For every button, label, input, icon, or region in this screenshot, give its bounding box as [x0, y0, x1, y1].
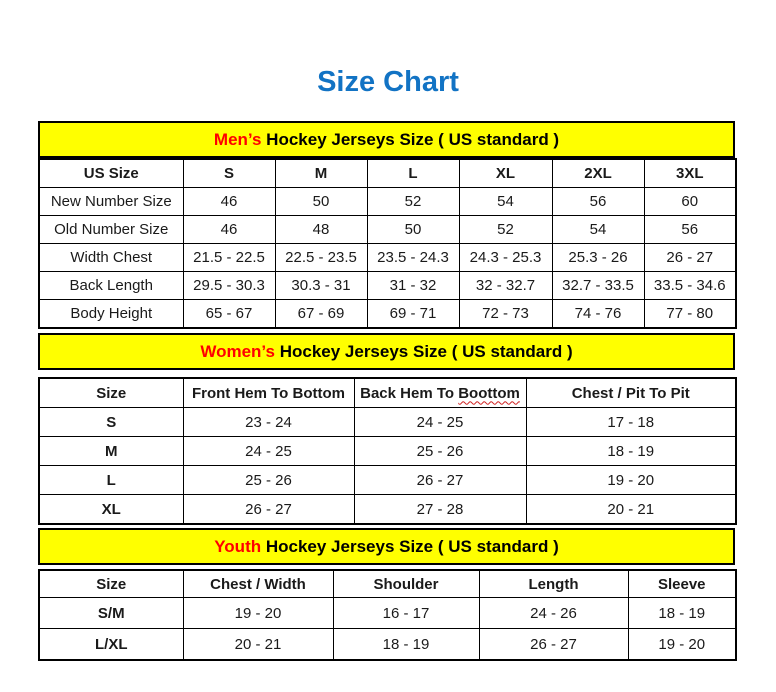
row-label-cell: L/XL [39, 629, 183, 661]
column-header-cell: Size [39, 378, 183, 408]
data-cell: 26 - 27 [183, 495, 354, 525]
data-cell: 26 - 27 [644, 244, 736, 272]
row-label-cell: L [39, 466, 183, 495]
column-header-cell: 2XL [552, 159, 644, 188]
data-cell: 54 [459, 188, 552, 216]
data-cell: 24 - 25 [354, 408, 526, 437]
table-row [39, 216, 736, 244]
youth-section-title-red-word: Youth [214, 537, 262, 556]
data-cell: 50 [367, 216, 459, 244]
womens-size-table [38, 377, 737, 525]
column-header-cell: Size [39, 570, 183, 598]
data-cell: 72 - 73 [459, 300, 552, 329]
data-cell: 52 [459, 216, 552, 244]
column-header-cell: Chest / Width [183, 570, 333, 598]
mens-size-table [38, 158, 737, 329]
data-cell: 54 [552, 216, 644, 244]
mens-header-row [39, 159, 736, 188]
data-cell: 19 - 20 [183, 598, 333, 629]
row-label-cell: Body Height [39, 300, 183, 329]
column-header-cell: Length [479, 570, 628, 598]
data-cell: 65 - 67 [183, 300, 275, 329]
column-header-cell: US Size [39, 159, 183, 188]
row-label-cell: Old Number Size [39, 216, 183, 244]
data-cell: 50 [275, 188, 367, 216]
data-cell: 29.5 - 30.3 [183, 272, 275, 300]
row-label-cell: S [39, 408, 183, 437]
mens-section-title-text: Hockey Jerseys Size ( US standard ) [261, 130, 560, 149]
data-cell: 19 - 20 [628, 629, 736, 661]
row-label-cell: Width Chest [39, 244, 183, 272]
data-cell: 56 [552, 188, 644, 216]
data-cell: 24 - 26 [479, 598, 628, 629]
data-cell: 46 [183, 216, 275, 244]
data-cell: 69 - 71 [367, 300, 459, 329]
data-cell: 16 - 17 [333, 598, 479, 629]
mens-section-title-red-word: Men’s [213, 130, 262, 149]
column-header-text: Back Hem To [360, 384, 459, 402]
size-chart-sheet [38, 121, 735, 661]
data-cell: 18 - 19 [628, 598, 736, 629]
data-cell: 27 - 28 [354, 495, 526, 525]
data-cell: 26 - 27 [479, 629, 628, 661]
row-label-cell: M [39, 437, 183, 466]
row-label-cell: Back Length [39, 272, 183, 300]
column-header-cell: L [367, 159, 459, 188]
data-cell: 31 - 32 [367, 272, 459, 300]
mens-section-title-bar [38, 121, 735, 158]
data-cell: 33.5 - 34.6 [644, 272, 736, 300]
table-row [39, 437, 736, 466]
table-row [39, 188, 736, 216]
table-row [39, 272, 736, 300]
data-cell: 74 - 76 [552, 300, 644, 329]
youth-section-title-text: Hockey Jerseys Size ( US standard ) [261, 537, 559, 556]
data-cell: 48 [275, 216, 367, 244]
table-row [39, 495, 736, 525]
data-cell: 23.5 - 24.3 [367, 244, 459, 272]
column-header-cell [354, 378, 526, 408]
column-header-cell: Shoulder [333, 570, 479, 598]
table-row [39, 466, 736, 495]
table-row [39, 408, 736, 437]
column-header-cell: Sleeve [628, 570, 736, 598]
column-header-cell: 3XL [644, 159, 736, 188]
misspelled-word: Boottom [458, 384, 520, 402]
womens-section-title-text: Hockey Jerseys Size ( US standard ) [274, 342, 573, 361]
data-cell: 32 - 32.7 [459, 272, 552, 300]
data-cell: 25 - 26 [183, 466, 354, 495]
data-cell: 26 - 27 [354, 466, 526, 495]
table-row [39, 629, 736, 661]
column-header-cell: S [183, 159, 275, 188]
youth-header-row [39, 570, 736, 598]
row-label-cell: XL [39, 495, 183, 525]
data-cell: 22.5 - 23.5 [275, 244, 367, 272]
data-cell: 30.3 - 31 [275, 272, 367, 300]
data-cell: 46 [183, 188, 275, 216]
data-cell: 25.3 - 26 [552, 244, 644, 272]
womens-header-row [39, 378, 736, 408]
data-cell: 19 - 20 [526, 466, 736, 495]
data-cell: 67 - 69 [275, 300, 367, 329]
data-cell: 25 - 26 [354, 437, 526, 466]
data-cell: 23 - 24 [183, 408, 354, 437]
page-title: Size Chart [317, 66, 459, 98]
table-row [39, 598, 736, 629]
data-cell: 21.5 - 22.5 [183, 244, 275, 272]
data-cell: 18 - 19 [333, 629, 479, 661]
table-row [39, 300, 736, 329]
column-header-cell: Front Hem To Bottom [183, 378, 354, 408]
data-cell: 32.7 - 33.5 [552, 272, 644, 300]
row-label-cell: S/M [39, 598, 183, 629]
data-cell: 77 - 80 [644, 300, 736, 329]
womens-section-title-red-word: Women’s [200, 342, 275, 361]
youth-size-table [38, 569, 737, 661]
row-label-cell: New Number Size [39, 188, 183, 216]
column-header-cell: Chest / Pit To Pit [526, 378, 736, 408]
data-cell: 52 [367, 188, 459, 216]
table-row [39, 244, 736, 272]
column-header-cell: XL [459, 159, 552, 188]
data-cell: 24.3 - 25.3 [459, 244, 552, 272]
data-cell: 20 - 21 [526, 495, 736, 525]
column-header-cell: M [275, 159, 367, 188]
youth-section-title-bar [38, 528, 735, 565]
data-cell: 20 - 21 [183, 629, 333, 661]
data-cell: 60 [644, 188, 736, 216]
data-cell: 56 [644, 216, 736, 244]
data-cell: 24 - 25 [183, 437, 354, 466]
womens-section-title-bar [38, 333, 735, 370]
data-cell: 17 - 18 [526, 408, 736, 437]
data-cell: 18 - 19 [526, 437, 736, 466]
